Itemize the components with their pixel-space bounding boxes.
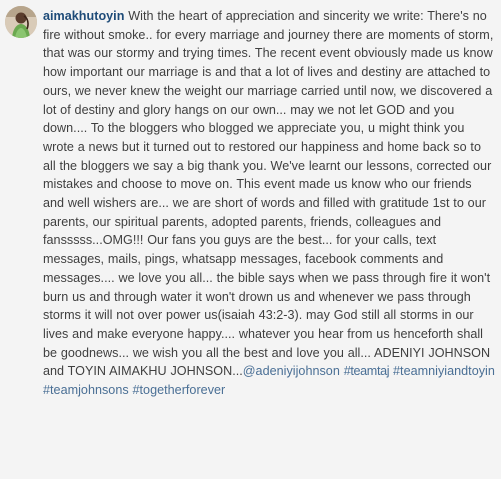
avatar-photo-icon: [5, 6, 37, 38]
hashtag-link[interactable]: #togetherforever: [132, 383, 226, 398]
hashtag-link[interactable]: #teamtaj: [343, 364, 390, 379]
comment-body: [43, 7, 496, 400]
hashtag-link[interactable]: #teamniyiandtoyin: [393, 364, 495, 379]
hashtag-link[interactable]: #teamjohnsons: [43, 383, 129, 398]
avatar[interactable]: [5, 6, 37, 38]
mention-link[interactable]: @adeniyijohnson: [242, 364, 340, 379]
comment-username[interactable]: aimakhutoyin: [43, 9, 125, 23]
comment-text: With the heart of appreciation and sincerity we write: There's no fire without smoke.. for every marriage and journey there are moments of storm, that was our stormy and trying times. The recent event obviously made us know how important our marriage is and that a lot of lives and destiny are attached to ours, we never knew the weight our marriage carried until now, we discovered a lot of destiny and glory hangs on our own... may we not let GOD and you down.... To the bloggers who blogged we appreciate you, u might think you wrote a news but it turned out to restored our happiness and home back so to all the bloggers we say a big thank you. We've learnt our lessons, corrected our mistakes and choose to move on. This event made us know who our friends and well wishers are... we are short of words and filled with gratitude 1st to our parents, our spiritual parents, adopted parents, friends, colleagues and fansssss...OMG!!! Our fans you guys are the best... for your calls, text messages, mails, pings, whatsapp messages, facebook comments and messages.... we love you all... the bible says when we pass through fire it won't burn us and through water it won't drown us and whenever we pass through storms it will not over power us(isaiah 43:2-3). may God still all storms in our lives and make everyone happy.... whatever you hear from us henceforth shall be goodnews... we wish you all the best and love you all... ADENIYI JOHNSON and TOYIN AIMAKHU JOHNSON...: [43, 9, 494, 379]
